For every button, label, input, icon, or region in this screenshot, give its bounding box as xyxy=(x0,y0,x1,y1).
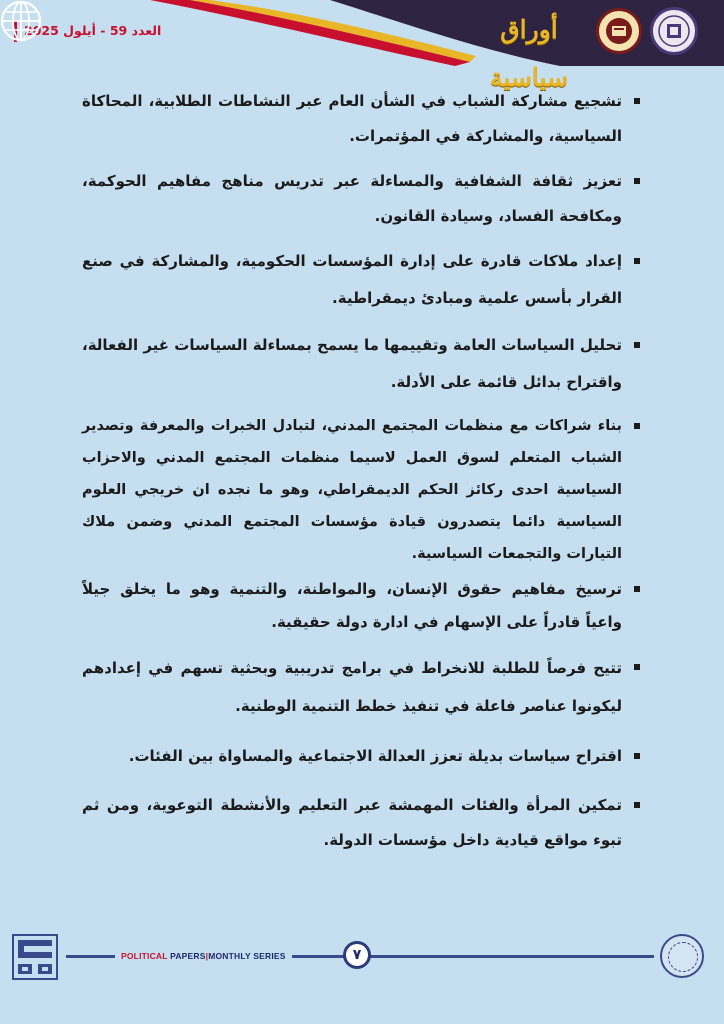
list-item-text: تحليل السياسات العامة وتقييمها ما يسمح بمساءلة السياسات غير الفعالة، واقتراح بدائل قائمة على الأدلة. xyxy=(82,336,622,391)
list-item xyxy=(82,164,622,234)
bullet-icon xyxy=(634,178,640,184)
list-item-text: تمكين المرأة والفئات المهمشة عبر التعليم والأنشطة التوعوية، ومن ثم تبوء مواقع قيادية داخل مؤسسات الدولة. xyxy=(82,796,622,849)
bullet-icon xyxy=(634,258,640,264)
series-political: POLITICAL xyxy=(121,951,168,961)
list-item-text: تشجيع مشاركة الشباب في الشأن العام عبر النشاطات الطلابية، المحاكاة السياسية، والمشاركة في المؤتمرات. xyxy=(82,92,622,145)
university-logo-icon xyxy=(650,7,698,55)
college-logo-icon xyxy=(596,8,642,54)
bullet-icon xyxy=(634,802,640,808)
list-item xyxy=(82,243,622,317)
bullet-icon xyxy=(634,423,640,429)
bullet-list xyxy=(82,84,622,858)
list-item-text: تعزيز ثقافة الشفافية والمساءلة عبر تدريس مناهج مفاهيم الحوكمة، ومكافحة الفساد، وسيادة القانون. xyxy=(82,172,622,225)
page-footer xyxy=(0,920,724,1020)
bullet-icon xyxy=(634,753,640,759)
series-monthly: MONTHLY SERIES xyxy=(208,951,286,961)
issue-label: العدد 59 - أيلول 2025 xyxy=(14,20,161,42)
list-item xyxy=(82,649,622,725)
list-item-text: إعداد ملاكات قادرة على إدارة المؤسسات الحكومية، والمشاركة في صنع القرار بأسس علمية ومبادئ ديمقراطية. xyxy=(82,252,622,307)
page-number: ٧ xyxy=(343,941,371,969)
list-item-text: بناء شراكات مع منظمات المجتمع المدني، لتبادل الخبرات والمعرفة وتصدير الشباب المتعلم لسوق العمل لاسيما منظمات المجتمع المدني والاحزاب السياسية احدى ركائز الحكم الديمقراطي، وهو ما نجده ان خريجي العلوم السياسية دائما يتصدرون قيادة مؤسسات المجتمع المدني وضمن ملاك التيارات والتجمعات السياسية. xyxy=(82,418,622,562)
list-item xyxy=(82,327,622,401)
list-item xyxy=(82,573,622,639)
list-item xyxy=(82,788,622,858)
series-separator: | xyxy=(205,951,209,961)
list-item xyxy=(82,410,622,570)
bullet-icon xyxy=(634,342,640,348)
kufic-logo-icon xyxy=(12,934,58,980)
emblem-icon xyxy=(660,934,704,978)
list-item-text: تتيح فرصاً للطلبة للانخراط في برامج تدريبية وبحثية تسهم في إعدادهم ليكونوا عناصر فاعلة في تنفيذ خطط التنمية الوطنية. xyxy=(82,659,622,715)
list-item-text: اقتراح سياسات بديلة تعزز العدالة الاجتماعية والمساواة بين الفئات. xyxy=(128,747,622,765)
bullet-icon xyxy=(634,586,640,592)
list-item xyxy=(82,84,622,154)
bullet-icon xyxy=(634,98,640,104)
page-header xyxy=(0,0,724,92)
series-label xyxy=(115,947,292,965)
globe-icon xyxy=(0,0,42,42)
series-papers: PAPERS xyxy=(170,951,206,961)
bullet-icon xyxy=(634,664,640,670)
journal-logo: أوراق سياسية xyxy=(489,15,568,92)
list-item xyxy=(82,739,622,774)
list-item-text: ترسيخ مفاهيم حقوق الإنسان، والمواطنة، والتنمية وهو ما يخلق جيلاً واعياً قادراً على الإسهام في ادارة دولة حقيقية. xyxy=(82,580,622,631)
